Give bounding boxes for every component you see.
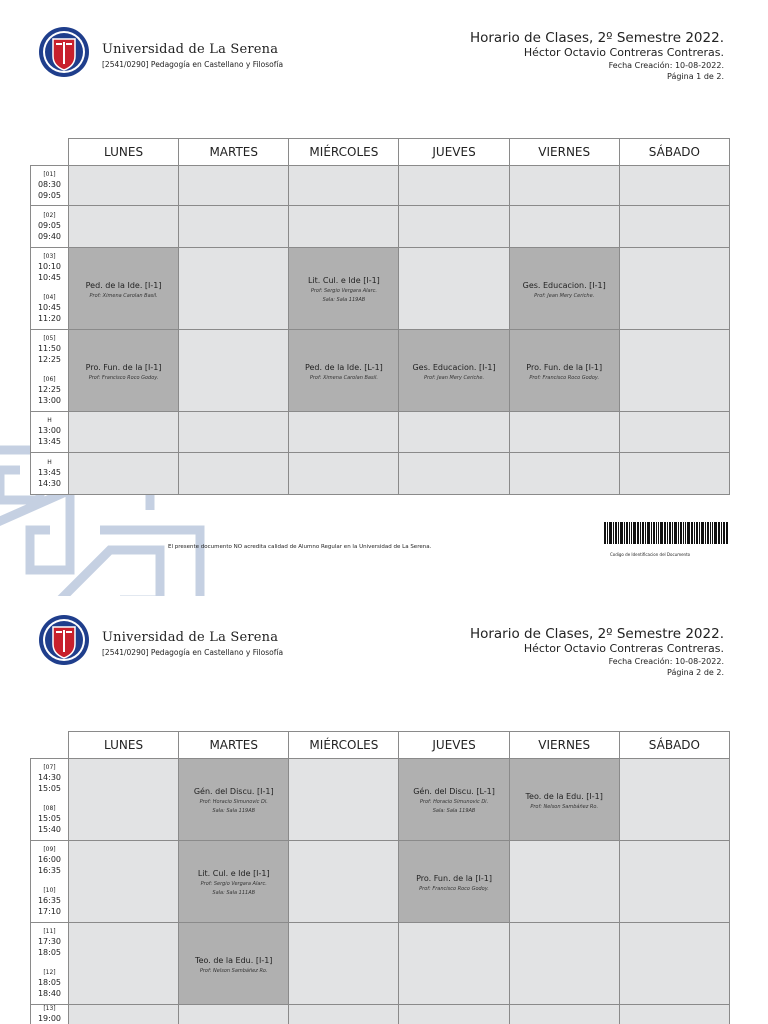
time-slot: [11] 17:30 18:05 <box>31 923 69 964</box>
class-professor: Prof: Horacio Simunovic Di. <box>199 799 268 805</box>
time-slot-row <box>31 759 730 800</box>
empty-cell <box>509 841 619 923</box>
day-header-monday: LUNES <box>69 139 179 166</box>
time-slot: [06] 12:25 13:00 <box>31 371 69 412</box>
empty-cell <box>289 453 399 495</box>
time-slot: [09] 16:00 16:35 <box>31 841 69 882</box>
class-block[interactable] <box>399 759 509 841</box>
day-header-saturday: SÁBADO <box>619 139 729 166</box>
class-title: Gén. del Discu. [I-1] <box>193 787 274 796</box>
empty-cell <box>399 923 509 1005</box>
empty-cell <box>619 166 729 206</box>
student-name: Héctor Octavio Contreras Contreras. <box>523 642 724 655</box>
empty-cell <box>289 759 399 841</box>
time-slot-row <box>31 412 730 453</box>
page-number: Página 2 de 2. <box>667 668 724 677</box>
class-professor: Prof: Francisco Roco Godoy. <box>529 374 600 381</box>
empty-cell <box>509 453 619 495</box>
day-header-wednesday: MIÉRCOLES <box>289 139 399 166</box>
empty-cell <box>509 166 619 206</box>
empty-cell <box>289 923 399 1005</box>
empty-cell <box>289 841 399 923</box>
program-name: [2541/0290] Pedagogía en Castellano y Filosofía <box>102 60 284 69</box>
class-room: Sala: Sala 119AB <box>432 808 476 814</box>
time-slot-row <box>31 453 730 495</box>
empty-cell <box>399 453 509 495</box>
class-title: Teo. de la Edu. [I-1] <box>525 791 603 801</box>
class-block[interactable] <box>179 841 289 923</box>
day-header-friday: VIERNES <box>509 139 619 166</box>
university-name: Universidad de La Serena <box>102 630 279 645</box>
empty-cell <box>289 206 399 248</box>
university-logo <box>38 26 90 78</box>
university-logo <box>38 614 90 666</box>
empty-cell <box>399 248 509 330</box>
day-header-saturday: SÁBADO <box>619 732 729 759</box>
time-column-header <box>31 139 69 166</box>
class-title: Ges. Educacion. [I-1] <box>522 280 606 290</box>
student-name: Héctor Octavio Contreras Contreras. <box>523 46 724 59</box>
empty-cell <box>399 206 509 248</box>
class-professor: Prof: Jean Mery Ceriche. <box>423 374 485 381</box>
page-number: Página 1 de 2. <box>667 72 724 81</box>
time-slot: [01] 08:30 09:05 <box>31 166 69 206</box>
empty-cell <box>619 412 729 453</box>
university-name: Universidad de La Serena <box>102 42 279 57</box>
empty-cell <box>509 923 619 1005</box>
time-slot: H 13:00 13:45 <box>31 412 69 453</box>
empty-cell <box>619 759 729 841</box>
empty-cell <box>399 166 509 206</box>
document-title: Horario de Clases, 2º Semestre 2022. <box>469 626 724 642</box>
empty-cell <box>69 923 179 1005</box>
time-slot: [04] 10:45 11:20 <box>31 289 69 330</box>
class-professor: Prof: Sergio Vergara Alarc. <box>200 881 267 887</box>
barcode-image <box>604 522 728 544</box>
class-professor: Prof: Nelson Sambáñez Ro. <box>530 803 599 810</box>
time-column-header <box>31 732 69 759</box>
empty-cell <box>619 453 729 495</box>
empty-cell <box>69 206 179 248</box>
class-block[interactable] <box>179 759 289 841</box>
class-block[interactable] <box>289 248 399 330</box>
class-title: Teo. de la Edu. [I-1] <box>195 955 273 965</box>
empty-cell <box>69 453 179 495</box>
class-title: Gén. del Discu. [L-1] <box>413 787 495 796</box>
creation-date: Fecha Creación: 10-08-2022. <box>608 61 724 70</box>
time-slot-row <box>31 166 730 206</box>
class-title: Pro. Fun. de la [I-1] <box>416 873 492 883</box>
empty-cell <box>179 1005 289 1024</box>
empty-cell <box>509 1005 619 1024</box>
empty-cell <box>179 412 289 453</box>
time-slot-row <box>31 923 730 964</box>
class-title: Pro. Fun. de la [I-1] <box>85 362 162 372</box>
empty-cell <box>289 166 399 206</box>
empty-cell <box>69 166 179 206</box>
class-professor: Prof: Ximena Carolan Basil. <box>89 292 158 299</box>
day-header-row <box>31 139 730 166</box>
class-professor: Prof: Jean Mery Ceriche. <box>534 292 595 299</box>
empty-cell <box>179 206 289 248</box>
class-room: Sala: Sala 111AB <box>212 890 256 896</box>
class-block[interactable] <box>509 759 619 841</box>
class-block[interactable] <box>69 330 179 412</box>
time-slot: H 13:45 14:30 <box>31 453 69 495</box>
empty-cell <box>69 412 179 453</box>
time-slot: [07] 14:30 15:05 <box>31 759 69 800</box>
class-block[interactable] <box>69 248 179 330</box>
class-title: Ped. de la Ide. [L-1] <box>304 362 383 372</box>
day-header-monday: LUNES <box>69 732 179 759</box>
empty-cell <box>289 1005 399 1024</box>
creation-date: Fecha Creación: 10-08-2022. <box>608 657 724 666</box>
class-room: Sala: Sala 119AB <box>322 297 366 303</box>
empty-cell <box>619 1005 729 1024</box>
empty-cell <box>399 1005 509 1024</box>
empty-cell <box>289 412 399 453</box>
empty-cell <box>69 1005 179 1024</box>
empty-cell <box>619 206 729 248</box>
empty-cell <box>179 166 289 206</box>
document-header <box>470 626 724 677</box>
class-block[interactable] <box>509 248 619 330</box>
empty-cell <box>399 412 509 453</box>
empty-cell <box>179 330 289 412</box>
barcode-caption: Codigo de Identificacion del Documento <box>610 552 691 557</box>
class-professor: Prof: Ximena Carolan Basil. <box>309 374 378 381</box>
schedule-page-2 <box>0 596 768 1024</box>
class-professor: Prof: Francisco Roco Godoy. <box>88 374 159 381</box>
empty-cell <box>619 330 729 412</box>
empty-cell <box>509 412 619 453</box>
empty-cell <box>69 759 179 841</box>
class-professor: Prof: Francisco Roco Godoy. <box>419 885 489 892</box>
time-slot: [12] 18:05 18:40 <box>31 964 69 1005</box>
class-professor: Prof: Nelson Sambáñez Ro. <box>199 967 268 974</box>
time-slot: [13] 19:00 <box>31 1005 69 1024</box>
class-block[interactable] <box>289 330 399 412</box>
time-slot-row <box>31 206 730 248</box>
time-slot: [05] 11:50 12:25 <box>31 330 69 371</box>
document-header <box>470 30 724 81</box>
schedule-table-page-1 <box>30 138 730 495</box>
class-title: Pro. Fun. de la [I-1] <box>526 362 603 372</box>
empty-cell <box>619 248 729 330</box>
empty-cell <box>179 248 289 330</box>
day-header-friday: VIERNES <box>509 732 619 759</box>
empty-cell <box>619 841 729 923</box>
class-block[interactable] <box>399 330 509 412</box>
empty-cell <box>619 923 729 1005</box>
time-slot-row <box>31 841 730 882</box>
class-title: Lit. Cul. e Ide [I-1] <box>197 869 270 878</box>
schedule-table-page-2 <box>30 731 730 1024</box>
disclaimer-note: El presente documento NO acredita calidad de Alumno Regular en la Universidad de La Serena. <box>168 544 432 550</box>
document-title: Horario de Clases, 2º Semestre 2022. <box>469 30 724 46</box>
time-slot-row <box>31 330 730 371</box>
university-block <box>102 42 283 69</box>
day-header-thursday: JUEVES <box>399 732 509 759</box>
time-slot: [03] 10:10 10:45 <box>31 248 69 289</box>
class-title: Ges. Educacion. [I-1] <box>412 362 496 372</box>
time-slot: [02] 09:05 09:40 <box>31 206 69 248</box>
day-header-tuesday: MARTES <box>179 139 289 166</box>
empty-cell <box>509 206 619 248</box>
class-professor: Prof: Sergio Vergara Alarc. <box>310 288 377 294</box>
time-slot: [08] 15:05 15:40 <box>31 800 69 841</box>
class-block[interactable] <box>179 923 289 1005</box>
day-header-wednesday: MIÉRCOLES <box>289 732 399 759</box>
class-title: Lit. Cul. e Ide [I-1] <box>307 276 380 285</box>
empty-cell <box>179 453 289 495</box>
university-block <box>102 630 283 657</box>
class-room: Sala: Sala 119AB <box>212 808 256 814</box>
time-slot-row <box>31 1005 730 1024</box>
time-slot-row <box>31 248 730 289</box>
time-slot: [10] 16:35 17:10 <box>31 882 69 923</box>
class-title: Ped. de la Ide. [I-1] <box>85 280 162 290</box>
class-professor: Prof: Horacio Simunovic Di. <box>419 799 489 805</box>
day-header-thursday: JUEVES <box>399 139 509 166</box>
program-name: [2541/0290] Pedagogía en Castellano y Filosofía <box>102 648 284 657</box>
day-header-tuesday: MARTES <box>179 732 289 759</box>
empty-cell <box>69 841 179 923</box>
class-block[interactable] <box>509 330 619 412</box>
class-block[interactable] <box>399 841 509 923</box>
day-header-row <box>31 732 730 759</box>
